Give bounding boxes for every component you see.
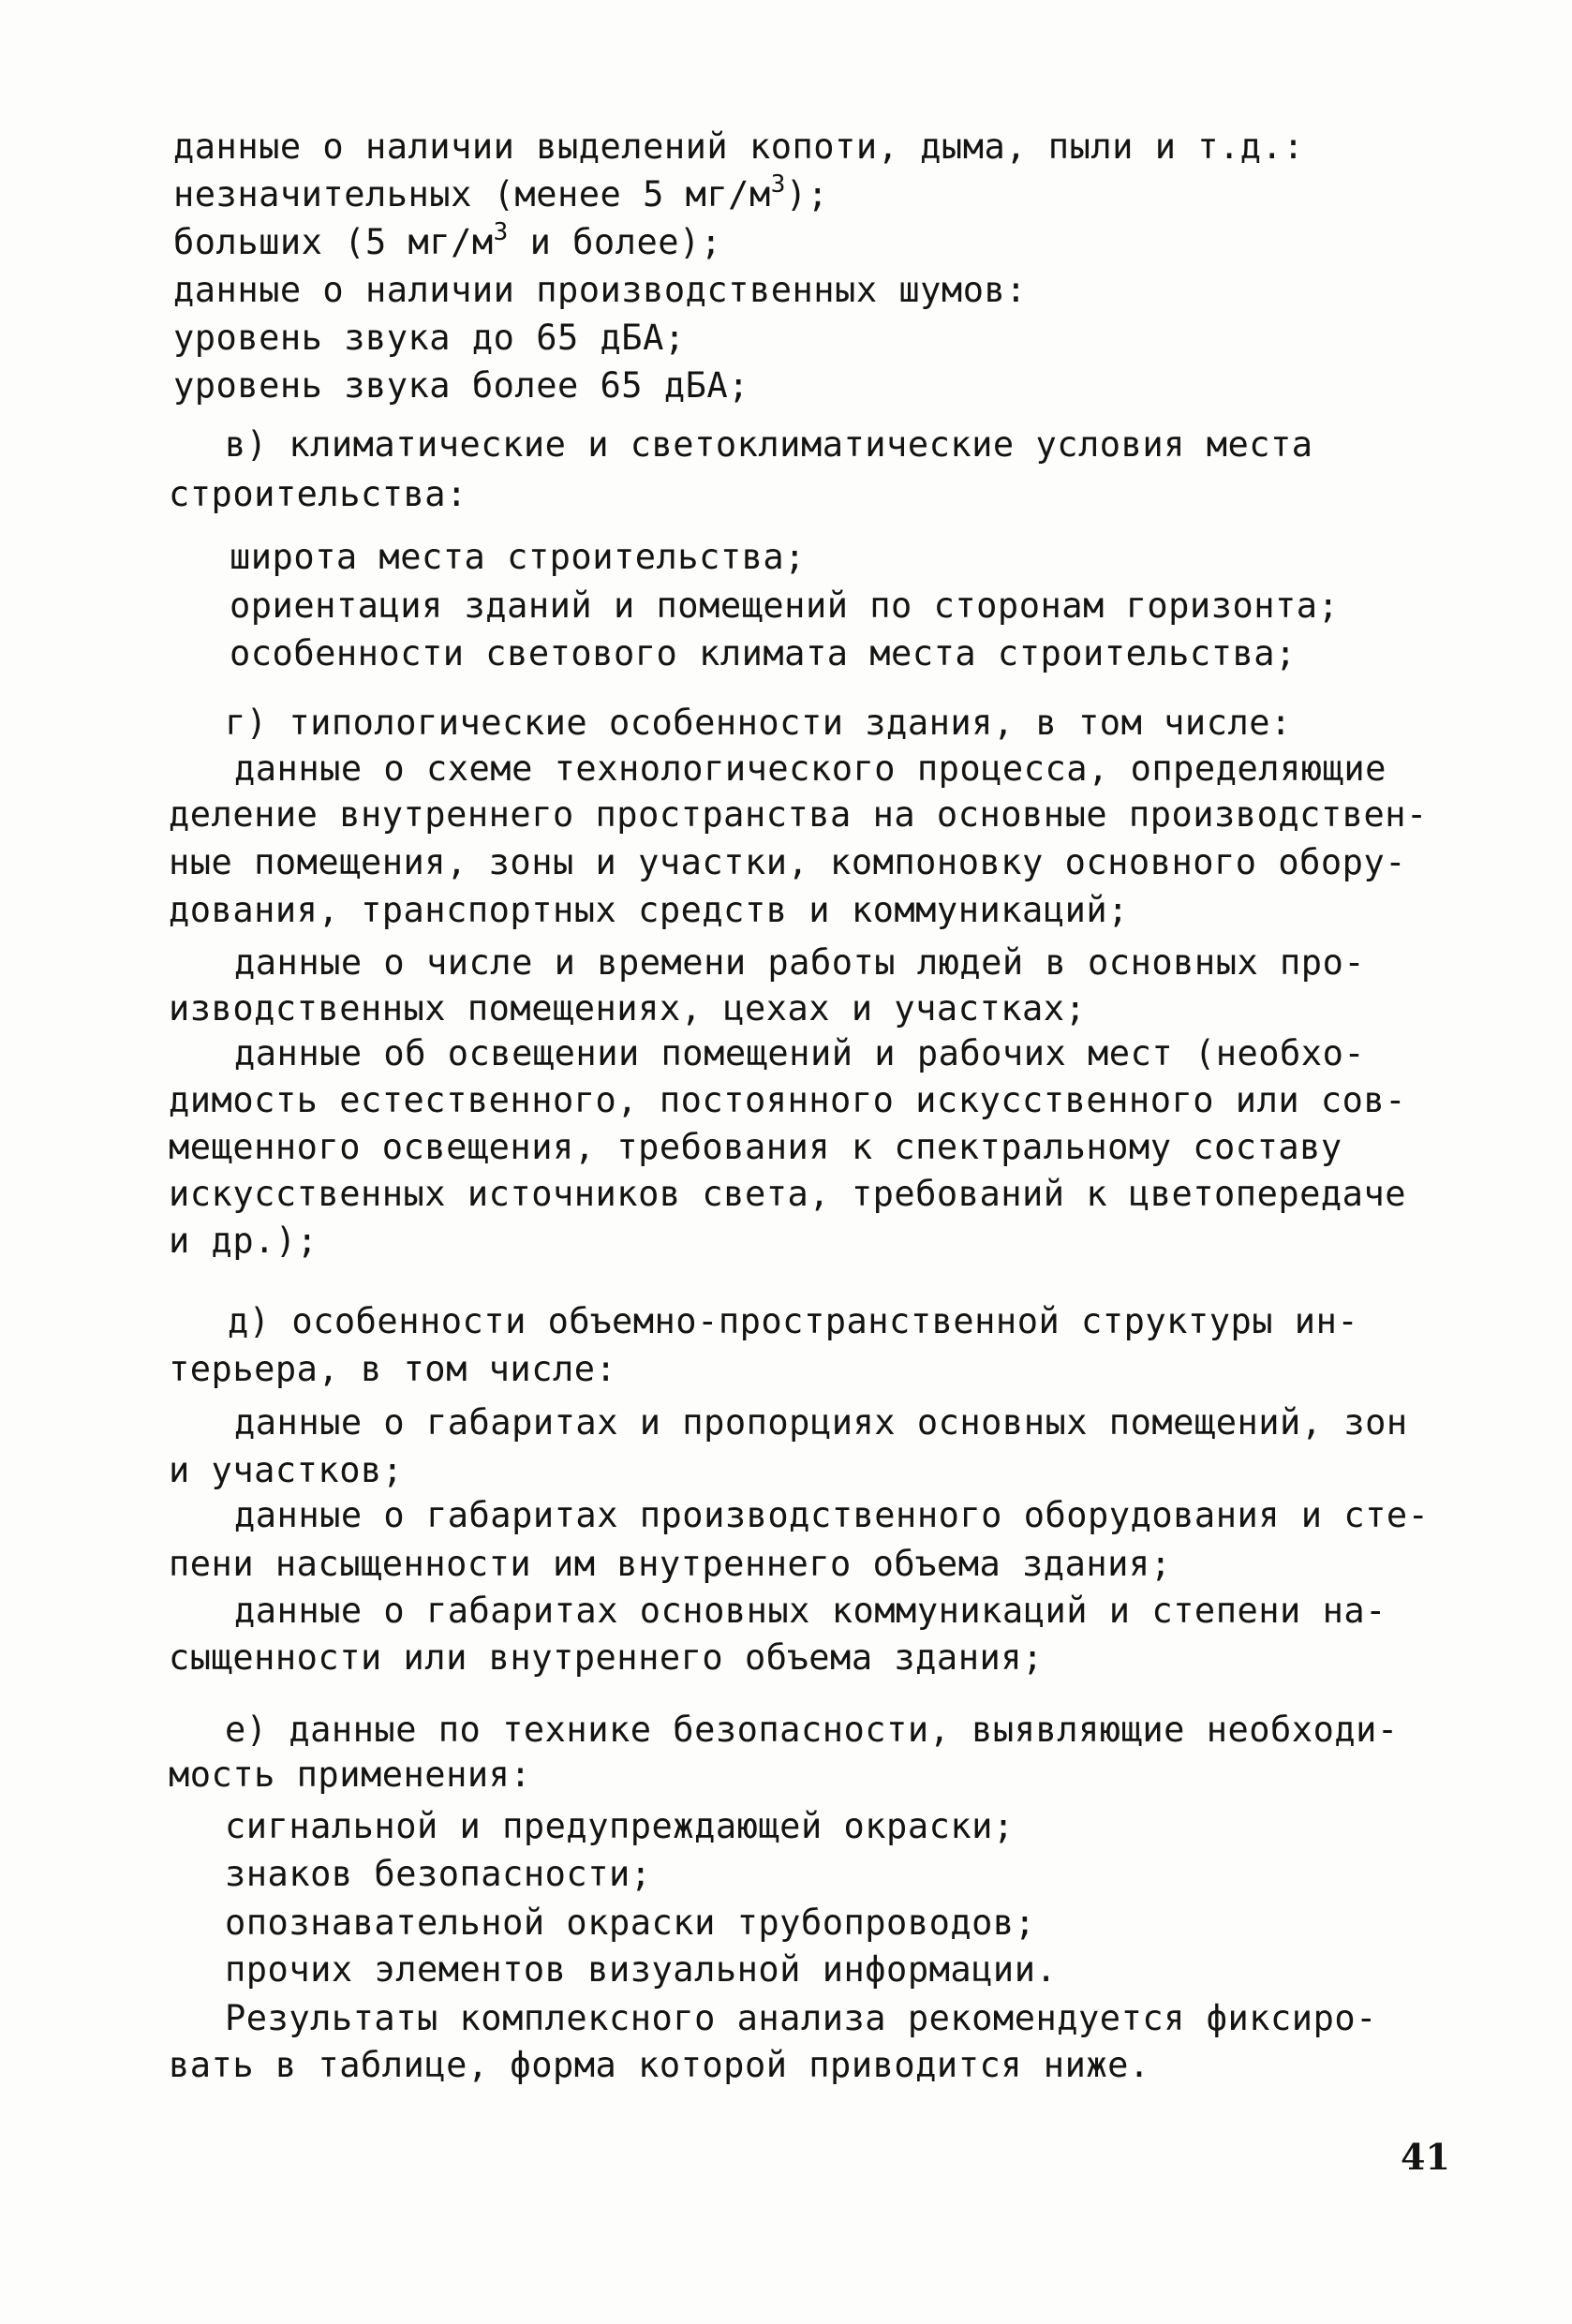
text-line: терьера, в том числе: (169, 1349, 617, 1389)
text-line (173, 219, 722, 266)
text-line: сигнальной и предупреждающей окраски; (225, 1806, 1015, 1846)
text-fragment: ); (785, 174, 829, 215)
section-heading-v: в) климатические и светоклиматические условия места (225, 424, 1313, 465)
text-line: мещенного освещения, требования к спектральному составу (169, 1127, 1342, 1167)
text-line (173, 171, 828, 218)
text-line: сыщенности или внутреннего объема здания; (169, 1637, 1044, 1678)
section-heading-e: е) данные по технике безопасности, выявляющие необходи- (225, 1710, 1399, 1750)
text-line: данные о схеме технологического процесса, определяющие (234, 748, 1387, 789)
text-line: широта места строительства; (230, 537, 806, 577)
text-line: изводственных помещениях, цехах и участках; (169, 988, 1087, 1029)
section-heading-g: г) типологические особенности здания, в том числе: (225, 703, 1292, 743)
text-line: опознавательной окраски трубопроводов; (225, 1902, 1036, 1943)
text-fragment: больших (5 мг/м (173, 222, 494, 262)
superscript: 3 (770, 170, 786, 199)
text-line: данные о габаритах и пропорциях основных помещений, зон (234, 1402, 1408, 1443)
text-line: и др.); (169, 1221, 319, 1261)
text-line: пени насыщенности им внутреннего объема здания; (169, 1544, 1172, 1584)
text-line: данные об освещении помещений и рабочих мест (необхо- (234, 1033, 1366, 1073)
text-line: деление внутреннего пространства на основные производствен- (169, 794, 1428, 835)
text-line: димость естественного, постоянного искусственного или сов- (169, 1080, 1407, 1120)
text-line: Результаты комплексного анализа рекомендуется фиксиро- (225, 1998, 1377, 2038)
text-line: мость применения: (169, 1754, 532, 1795)
text-line: данные о наличии производственных шумов: (173, 270, 1028, 310)
text-line: данные о наличии выделений копоти, дыма, пыли и т.д.: (173, 126, 1305, 167)
section-heading-d: д) особенности объемно-пространственной структуры ин- (228, 1301, 1359, 1341)
text-line: данные о габаритах производственного оборудования и сте- (234, 1495, 1430, 1535)
text-line: ориентация зданий и помещений по сторонам горизонта; (230, 585, 1340, 626)
text-fragment: незначительных (менее 5 мг/м (173, 174, 771, 215)
text-line: искусственных источников света, требований к цветопередаче (169, 1174, 1407, 1214)
text-line: особенности светового климата места строительства; (230, 633, 1297, 674)
text-fragment: и более); (508, 222, 722, 262)
text-line: вать в таблице, форма которой приводится ниже. (169, 2045, 1150, 2085)
text-line: уровень звука до 65 дБА; (173, 318, 686, 358)
text-line: прочих элементов визуальной информации. (225, 1949, 1058, 1990)
page-number: 41 (1401, 2136, 1450, 2178)
text-line: дования, транспортных средств и коммуникаций; (169, 890, 1129, 930)
text-line: ные помещения, зоны и участки, компоновку основного обору- (169, 842, 1407, 882)
text-line: данные о числе и времени работы людей в основных про- (234, 942, 1366, 983)
superscript: 3 (493, 217, 509, 246)
text-line: знаков безопасности; (225, 1854, 652, 1894)
text-line: строительства: (169, 474, 467, 514)
text-line: данные о габаритах основных коммуникаций и степени на- (234, 1591, 1387, 1631)
text-line: уровень звука более 65 дБА; (173, 365, 749, 406)
text-line: и участков; (169, 1450, 404, 1490)
